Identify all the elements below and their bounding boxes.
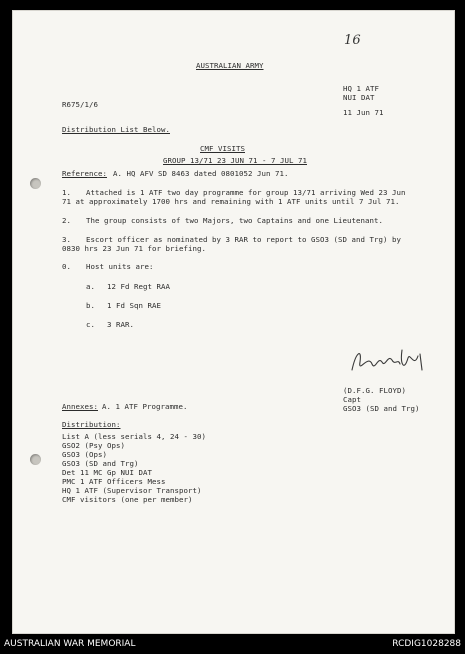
title-line-2: GROUP 13/71 23 JUN 71 - 7 JUL 71 [163, 156, 307, 165]
archive-name: AUSTRALIAN WAR MEMORIAL [4, 639, 136, 649]
para-1-line-2: 71 at approximately 1700 hrs and remaining with 1 ATF units until 7 Jul 71. [62, 197, 400, 206]
para-3-line-2: 0830 hrs 23 Jun 71 for briefing. [62, 244, 206, 253]
signatory-appointment: GSO3 (SD and Trg) [343, 404, 420, 413]
signatory-name: (D.F.G. FLOYD) [343, 386, 406, 395]
distribution-item: List A (less serials 4, 24 - 30) [62, 432, 206, 441]
host-unit-a-letter: a. [86, 282, 95, 291]
distribution-item: HQ 1 ATF (Supervisor Transport) [62, 486, 202, 495]
hq-line: HQ 1 ATF [343, 84, 379, 93]
distribution-item: PMC 1 ATF Officers Mess [62, 477, 166, 486]
date-line: 11 Jun 71 [343, 108, 384, 117]
punch-hole [30, 454, 41, 465]
location-line: NUI DAT [343, 93, 375, 102]
para-3-number: 3. [62, 235, 71, 244]
distribution-item: Det 11 MC Gp NUI DAT [62, 468, 152, 477]
title-line-1: CMF VISITS [200, 144, 245, 153]
para-1-number: 1. [62, 188, 71, 197]
distribution-item: GSO3 (Ops) [62, 450, 107, 459]
host-unit-b: 1 Fd Sqn RAE [107, 301, 161, 310]
distribution-item: GSO3 (SD and Trg) [62, 459, 139, 468]
reference-label: Reference: [62, 169, 107, 178]
host-unit-a: 12 Fd Regt RAA [107, 282, 170, 291]
file-reference: R675/1/6 [62, 100, 98, 109]
para-1-line-1: Attached is 1 ATF two day programme for group 13/71 arriving Wed 23 Jun [86, 188, 406, 197]
signatory-rank: Capt [343, 395, 361, 404]
signature-scrawl [348, 344, 428, 378]
org-heading: AUSTRALIAN ARMY [196, 61, 264, 70]
host-unit-c: 3 RAR. [107, 320, 134, 329]
distribution-item: GSO2 (Psy Ops) [62, 441, 125, 450]
distribution-item: CMF visitors (one per member) [62, 495, 193, 504]
annexes-label: Annexes: [62, 402, 98, 411]
para-4-number: 0. [62, 262, 71, 271]
para-4-line-1: Host units are: [86, 262, 154, 271]
host-unit-c-letter: c. [86, 320, 95, 329]
archive-footer [0, 634, 465, 654]
folio-number: 16 [344, 33, 361, 48]
para-2-line-1: The group consists of two Majors, two Captains and one Lieutenant. [86, 216, 383, 225]
para-3-line-1: Escort officer as nominated by 3 RAR to report to GSO3 (SD and Trg) by [86, 235, 401, 244]
distribution-label: Distribution: [62, 420, 121, 429]
host-unit-b-letter: b. [86, 301, 95, 310]
document-page [12, 10, 455, 634]
annexes-text: A. 1 ATF Programme. [102, 402, 188, 411]
distribution-note: Distribution List Below. [62, 125, 170, 134]
archive-record-id: RCDIG1028288 [392, 639, 461, 649]
reference-text: A. HQ AFV SD 8463 dated 0801052 Jun 71. [113, 169, 289, 178]
punch-hole [30, 178, 41, 189]
para-2-number: 2. [62, 216, 71, 225]
